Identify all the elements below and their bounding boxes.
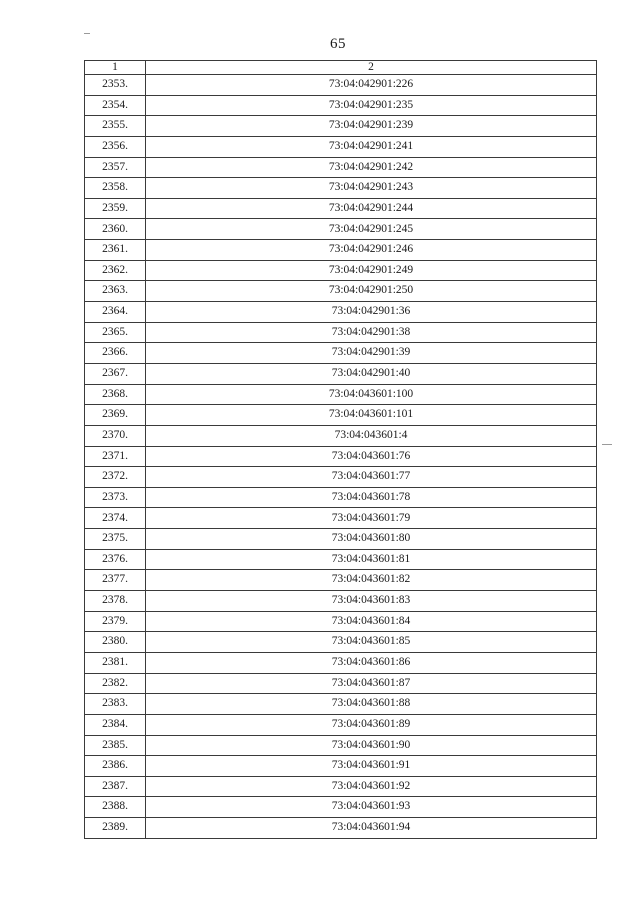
table-row — [85, 776, 597, 797]
cadastral-number-cell: 73:04:042901:250 — [146, 281, 597, 302]
cadastral-number-cell: 73:04:042901:38 — [146, 322, 597, 343]
cadastral-number-cell: 73:04:043601:85 — [146, 632, 597, 653]
row-index-cell: 2388. — [85, 797, 146, 818]
row-index-cell: 2389. — [85, 818, 146, 839]
table-row — [85, 570, 597, 591]
cadastral-number-cell: 73:04:043601:80 — [146, 529, 597, 550]
table-row — [85, 797, 597, 818]
row-index-cell: 2358. — [85, 178, 146, 199]
page-number: 65 — [330, 36, 346, 52]
cadastral-number-cell: 73:04:042901:235 — [146, 95, 597, 116]
row-index-cell: 2373. — [85, 487, 146, 508]
row-index-cell: 2353. — [85, 75, 146, 96]
row-index-cell: 2379. — [85, 611, 146, 632]
row-index-cell: 2376. — [85, 549, 146, 570]
cadastral-number-cell: 73:04:042901:242 — [146, 157, 597, 178]
row-index-cell: 2383. — [85, 694, 146, 715]
cadastral-number-cell: 73:04:043601:89 — [146, 714, 597, 735]
table-row — [85, 384, 597, 405]
table-row — [85, 157, 597, 178]
cadastral-number-cell: 73:04:042901:244 — [146, 198, 597, 219]
table-row — [85, 694, 597, 715]
row-index-cell: 2381. — [85, 652, 146, 673]
table-row — [85, 425, 597, 446]
row-index-cell: 2378. — [85, 591, 146, 612]
table-row — [85, 75, 597, 96]
table-row — [85, 363, 597, 384]
row-index-cell: 2386. — [85, 756, 146, 777]
row-index-cell: 2362. — [85, 260, 146, 281]
cadastral-number-cell: 73:04:043601:86 — [146, 652, 597, 673]
cadastral-number-cell: 73:04:043601:84 — [146, 611, 597, 632]
cadastral-number-cell: 73:04:043601:87 — [146, 673, 597, 694]
table-row — [85, 818, 597, 839]
cadastral-number-cell: 73:04:042901:243 — [146, 178, 597, 199]
table-row — [85, 116, 597, 137]
table-body — [85, 75, 597, 839]
cadastral-number-cell: 73:04:043601:83 — [146, 591, 597, 612]
row-index-cell: 2375. — [85, 529, 146, 550]
row-index-cell: 2357. — [85, 157, 146, 178]
cadastral-numbers-table — [84, 60, 597, 839]
cadastral-number-cell: 73:04:042901:40 — [146, 363, 597, 384]
cadastral-number-cell: 73:04:042901:241 — [146, 136, 597, 157]
table-row — [85, 446, 597, 467]
cadastral-number-cell: 73:04:042901:226 — [146, 75, 597, 96]
column-header-cadastral-number: 2 — [146, 61, 597, 75]
row-index-cell: 2367. — [85, 363, 146, 384]
table-row — [85, 219, 597, 240]
row-index-cell: 2356. — [85, 136, 146, 157]
row-index-cell: 2355. — [85, 116, 146, 137]
table-row — [85, 652, 597, 673]
row-index-cell: 2370. — [85, 425, 146, 446]
cadastral-number-cell: 73:04:043601:77 — [146, 467, 597, 488]
row-index-cell: 2359. — [85, 198, 146, 219]
table-row — [85, 322, 597, 343]
table-row — [85, 178, 597, 199]
cadastral-number-cell: 73:04:042901:39 — [146, 343, 597, 364]
table-row — [85, 260, 597, 281]
cadastral-number-cell: 73:04:043601:100 — [146, 384, 597, 405]
table-row — [85, 136, 597, 157]
cadastral-number-cell: 73:04:042901:36 — [146, 302, 597, 323]
row-index-cell: 2371. — [85, 446, 146, 467]
table-row — [85, 529, 597, 550]
scan-speck — [84, 33, 90, 34]
cadastral-number-cell: 73:04:043601:90 — [146, 735, 597, 756]
row-index-cell: 2380. — [85, 632, 146, 653]
row-index-cell: 2364. — [85, 302, 146, 323]
table-row — [85, 198, 597, 219]
row-index-cell: 2354. — [85, 95, 146, 116]
row-index-cell: 2368. — [85, 384, 146, 405]
table-row — [85, 281, 597, 302]
row-index-cell: 2360. — [85, 219, 146, 240]
row-index-cell: 2384. — [85, 714, 146, 735]
row-index-cell: 2363. — [85, 281, 146, 302]
table-row — [85, 508, 597, 529]
table-row — [85, 735, 597, 756]
table-row — [85, 756, 597, 777]
table-row — [85, 591, 597, 612]
cadastral-number-cell: 73:04:043601:81 — [146, 549, 597, 570]
table-row — [85, 467, 597, 488]
table-row — [85, 549, 597, 570]
cadastral-number-cell: 73:04:042901:249 — [146, 260, 597, 281]
cadastral-number-cell: 73:04:042901:246 — [146, 240, 597, 261]
table-row — [85, 487, 597, 508]
cadastral-number-cell: 73:04:043601:79 — [146, 508, 597, 529]
row-index-cell: 2372. — [85, 467, 146, 488]
cadastral-number-cell: 73:04:043601:4 — [146, 425, 597, 446]
cadastral-number-cell: 73:04:043601:101 — [146, 405, 597, 426]
table-row — [85, 714, 597, 735]
table-row — [85, 673, 597, 694]
row-index-cell: 2387. — [85, 776, 146, 797]
row-index-cell: 2385. — [85, 735, 146, 756]
cadastral-number-cell: 73:04:043601:82 — [146, 570, 597, 591]
table-row — [85, 405, 597, 426]
cadastral-number-cell: 73:04:043601:78 — [146, 487, 597, 508]
table-row — [85, 611, 597, 632]
scan-speck — [602, 444, 612, 445]
row-index-cell: 2365. — [85, 322, 146, 343]
row-index-cell: 2369. — [85, 405, 146, 426]
row-index-cell: 2361. — [85, 240, 146, 261]
cadastral-number-cell: 73:04:043601:93 — [146, 797, 597, 818]
table-row — [85, 95, 597, 116]
table-header-row — [85, 61, 597, 75]
column-header-index: 1 — [85, 61, 146, 75]
table-row — [85, 302, 597, 323]
table-row — [85, 240, 597, 261]
row-index-cell: 2377. — [85, 570, 146, 591]
cadastral-number-cell: 73:04:043601:76 — [146, 446, 597, 467]
table-row — [85, 343, 597, 364]
row-index-cell: 2374. — [85, 508, 146, 529]
cadastral-number-cell: 73:04:043601:94 — [146, 818, 597, 839]
cadastral-number-cell: 73:04:043601:91 — [146, 756, 597, 777]
cadastral-number-cell: 73:04:043601:92 — [146, 776, 597, 797]
cadastral-number-cell: 73:04:042901:239 — [146, 116, 597, 137]
row-index-cell: 2366. — [85, 343, 146, 364]
cadastral-number-cell: 73:04:043601:88 — [146, 694, 597, 715]
table-row — [85, 632, 597, 653]
row-index-cell: 2382. — [85, 673, 146, 694]
cadastral-number-cell: 73:04:042901:245 — [146, 219, 597, 240]
